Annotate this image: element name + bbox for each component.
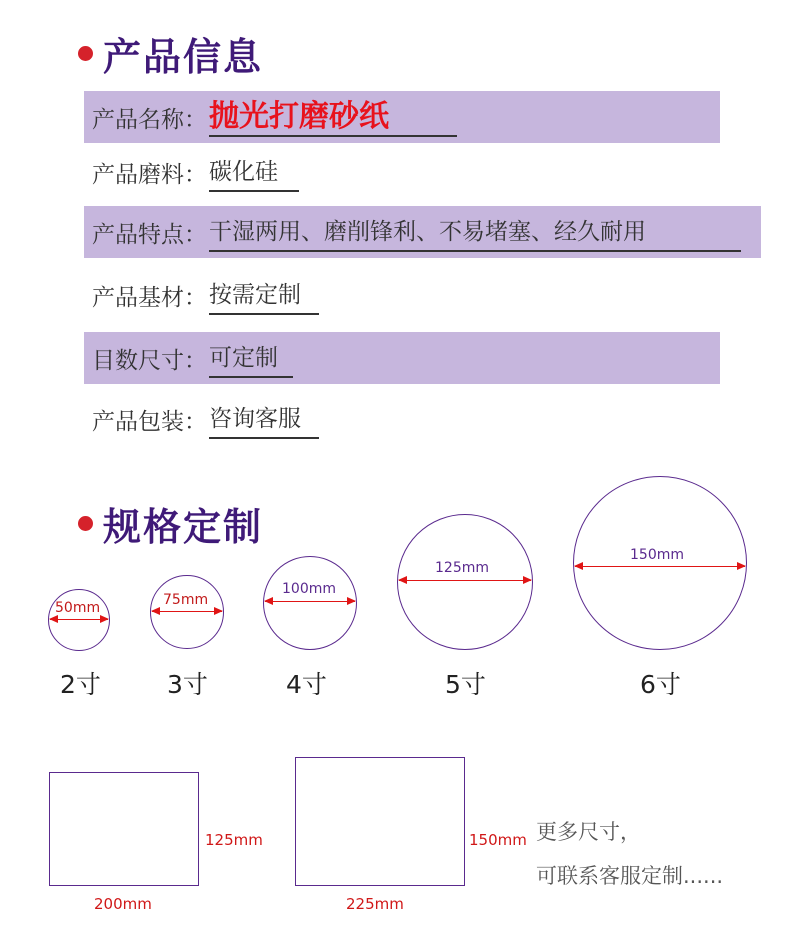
disc-size-label: 4寸 (286, 670, 327, 699)
disc-diameter-label: 50mm (55, 600, 101, 616)
info-value-product-name: 抛光打磨砂纸 (209, 97, 457, 137)
info-row-abrasive (84, 146, 299, 198)
disc-4-inch (263, 556, 357, 650)
disc-diameter-label: 150mm (630, 547, 684, 563)
disc-3-inch (150, 575, 224, 649)
info-label: 产品特点： (92, 221, 207, 248)
info-value: 按需定制 (209, 275, 319, 315)
sheet-225x150 (295, 757, 465, 886)
info-label: 产品包装： (92, 408, 207, 435)
disc-size-label: 2寸 (60, 670, 101, 699)
dimension-arrow (265, 601, 355, 602)
section-title-product-info (78, 26, 263, 81)
disc-diameter-label: 75mm (163, 592, 209, 608)
info-label: 目数尺寸： (92, 347, 207, 374)
sheet-height-label: 125mm (205, 831, 263, 849)
info-value: 干湿两用、磨削锋利、不易堵塞、经久耐用 (209, 212, 741, 252)
info-row-features (84, 206, 761, 258)
sheet-height-label: 150mm (469, 831, 527, 849)
disc-size-label: 6寸 (640, 670, 681, 699)
bullet-dot-icon (78, 516, 93, 531)
info-label: 产品名称： (92, 106, 207, 133)
disc-size-label: 3寸 (167, 670, 208, 699)
disc-diameter-label: 125mm (435, 560, 489, 576)
sheet-200x125 (49, 772, 199, 886)
dimension-arrow (575, 566, 745, 567)
sheet-width-label: 225mm (346, 895, 404, 913)
info-value: 可定制 (209, 338, 293, 378)
info-value: 咨询客服 (209, 399, 319, 439)
info-row-base (84, 269, 319, 321)
dimension-arrow (152, 611, 222, 612)
info-value: 碳化硅 (209, 152, 299, 192)
sheet-width-label: 200mm (94, 895, 152, 913)
info-label: 产品磨料： (92, 161, 207, 188)
disc-6-inch (573, 476, 747, 650)
dimension-arrow (50, 619, 108, 620)
disc-5-inch (397, 514, 533, 650)
info-row-package (84, 393, 319, 445)
bullet-dot-icon (78, 46, 93, 61)
info-label: 产品基材： (92, 284, 207, 311)
more-sizes-note: 更多尺寸， (536, 820, 641, 844)
disc-diameter-label: 100mm (282, 581, 336, 597)
info-row-name (84, 91, 720, 143)
section-title-text: 产品信息 (103, 35, 264, 79)
dimension-arrow (399, 580, 531, 581)
contact-service-note: 可联系客服定制...... (536, 864, 724, 888)
disc-size-label: 5寸 (445, 670, 486, 699)
section-title-text: 规格定制 (103, 505, 264, 549)
section-title-spec (78, 496, 263, 551)
info-row-grit-size (84, 332, 720, 384)
